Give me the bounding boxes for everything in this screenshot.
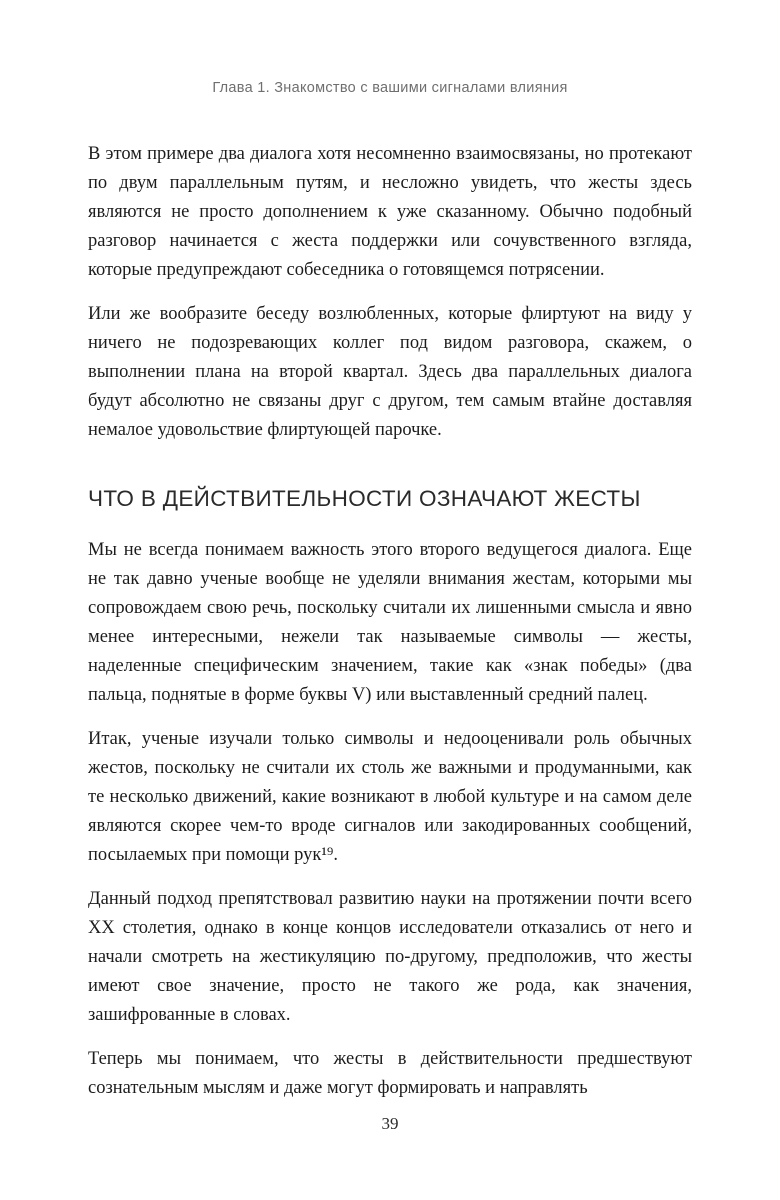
body-paragraph: Итак, ученые изучали только символы и недооценивали роль обычных жестов, поскольку не считали их столь же важными и продуманными, как те несколько движений, какие возникают в любой культуре и на самом деле являются скорее чем-то вроде сигналов или закодированных сообщений, посылаемых при помощи рук¹⁹. bbox=[88, 729, 692, 865]
running-head: Глава 1. Знакомство с вашими сигналами влияния bbox=[212, 80, 568, 96]
body-paragraph: Данный подход препятствовал развитию науки на протяжении почти всего XX столетия, однако в конце концов исследователи отказались от него и начали смотреть на жестикуляцию по-другому, предположив, что жесты имеют свое значение, просто не такого же рода, как значения, зашифрованные в словах. bbox=[88, 889, 692, 1025]
section-heading: ЧТО В ДЕЙСТВИТЕЛЬНОСТИ ОЗНАЧАЮТ ЖЕСТЫ bbox=[88, 486, 641, 511]
body-paragraph: Мы не всегда понимаем важность этого второго ведущегося диалога. Еще не так давно ученые вообще не уделяли внимания жестам, которыми мы сопровождаем свою речь, поскольку считали их лишенными смысла и явно менее интересными, нежели так называемые символы — жесты, наделенные специфическим значением, такие как «знак победы» (два пальца, поднятые в форме буквы V) или выставленный средний палец. bbox=[88, 540, 692, 705]
page-number: 39 bbox=[381, 1114, 399, 1133]
body-paragraph: Теперь мы понимаем, что жесты в действительности предшествуют сознательным мыслям и даже могут формировать и направлять bbox=[88, 1049, 692, 1098]
body-paragraph: Или же вообразите беседу возлюбленных, которые флиртуют на виду у ничего не подозревающих коллег под видом разговора, скажем, о выполнении плана на второй квартал. Здесь два параллельных диалога будут абсолютно не связаны друг с другом, тем самым втайне доставляя немалое удовольствие флиртующей парочке. bbox=[88, 304, 692, 440]
body-paragraph: В этом примере два диалога хотя несомненно взаимосвязаны, но протекают по двум параллельным путям, и несложно увидеть, что жесты здесь являются не просто дополнением к уже сказанному. Обычно подобный разговор начинается с жеста поддержки или сочувственного взгляда, которые предупреждают собеседника о готовящемся потрясении. bbox=[88, 144, 692, 280]
page-body bbox=[88, 140, 692, 1103]
